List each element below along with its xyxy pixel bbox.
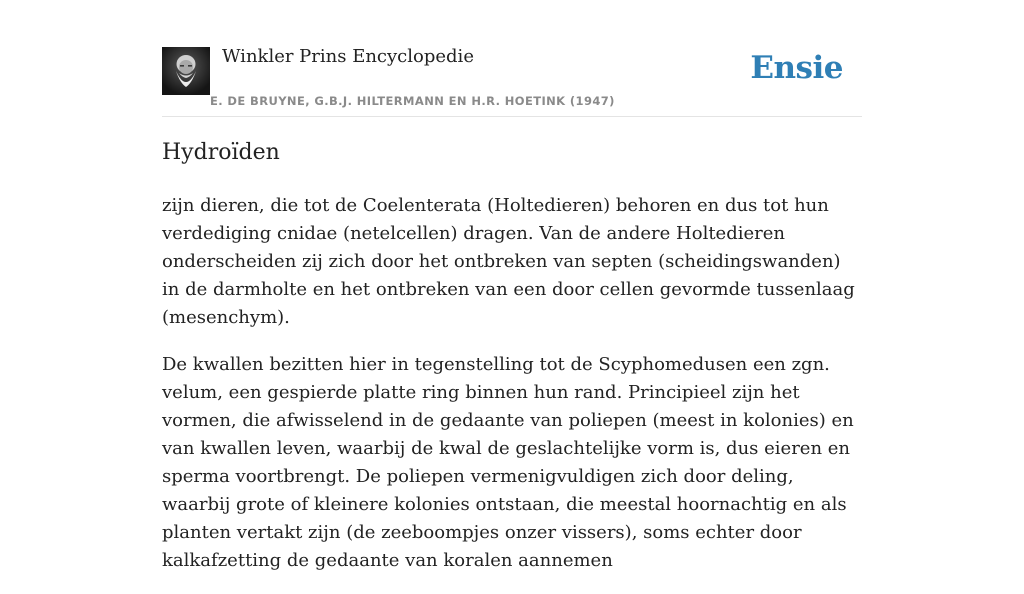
entry-title: Hydroïden: [162, 140, 280, 165]
author-avatar[interactable]: [162, 47, 210, 95]
source-header: [162, 0, 862, 117]
author-portrait-icon: [162, 47, 210, 95]
entry-paragraph: zijn dieren, die tot de Coelenterata (Holtedieren) behoren en dus tot hun verdediging cnidae (netelcellen) dragen. Van de andere Holtedieren onderscheiden zij zich door het ontbreken van septen (scheidingswanden) in de darmholte en het ontbreken van een door cellen gevormde tussenlaag (mesenchym).: [162, 195, 855, 328]
ensie-logo[interactable]: Ensie: [750, 50, 843, 86]
page-container: [162, 0, 862, 571]
entry-body: [162, 192, 862, 594]
source-authors: E. DE BRUYNE, G.B.J. HILTERMANN EN H.R. HOETINK (1947): [210, 94, 615, 108]
entry-paragraph: De kwallen bezitten hier in tegenstelling tot de Scyphomedusen een zgn. velum, een gespierde platte ring binnen hun rand. Principieel zijn het vormen, die afwisselend in de gedaante van poliepen (meest in kolonies) en van kwallen leven, waarbij de kwal de geslachtelijke vorm is, dus eieren en sperma voortbrengt. De poliepen vermenigvuldigen zich door deling, waarbij grote of kleinere kolonies ontstaan, die meestal hoornachtig en als planten vertakt zijn (de zeeboompjes onzer vissers), soms echter door kalkafzetting de gedaante van koralen aannemen: [162, 354, 854, 571]
source-title[interactable]: Winkler Prins Encyclopedie: [222, 46, 474, 67]
